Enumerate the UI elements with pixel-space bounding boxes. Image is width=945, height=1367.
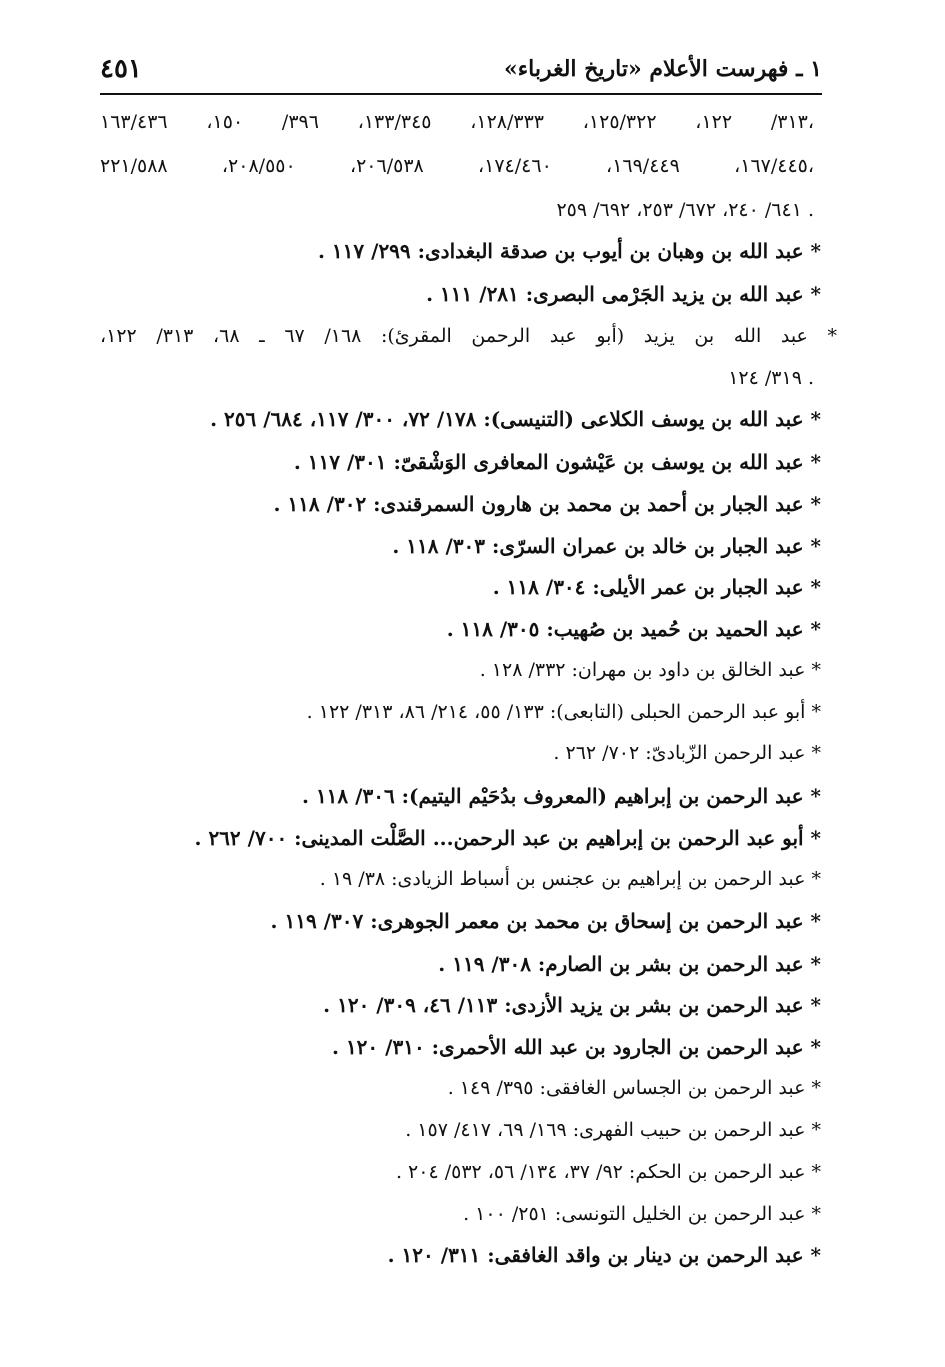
entry-line: * عبد الخالق بن داود بن مهران: ٣٣٢/ ١٢٨ . [479, 659, 821, 681]
entry-line: ٣١٩/ ١٢٤ . [728, 367, 814, 389]
entry-line: * عبد الحميد بن حُميد بن صُهيب: ٣٠٥/ ١١٨ . [446, 617, 821, 641]
entry-line: * عبد الرحمن بن إبراهيم بن عجنس بن أسباط الزيادى: ٣٨/ ١٩ . [319, 868, 821, 890]
entry-line: * عبد الجبار بن أحمد بن محمد بن هارون السمرقندى: ٣٠٢/ ١١٨ . [273, 492, 821, 516]
entry-line: * أبو عبد الرحمن الحبلى (التابعى): ١٣٣/ ٥٥، ٢١٤/ ٨٦، ٣١٣/ ١٢٢ . [306, 701, 821, 723]
running-header [100, 46, 822, 92]
entry-line: * عبد الرحمن بن الحكم: ٩٢/ ٣٧، ١٣٤/ ٥٦، ٥٣٢/ ٢٠٤ . [395, 1161, 821, 1183]
entry-line: * عبد الرحمن بن الجارود بن عبد الله الأحمرى: ٣١٠/ ١٢٠ . [332, 1035, 821, 1059]
entry-line: * عبد الرحمن بن بشر بن الصارم: ٣٠٨/ ١١٩ . [438, 952, 821, 976]
entry-line: * عبد الجبار بن عمر الأيلى: ٣٠٤/ ١١٨ . [492, 575, 821, 599]
entry-line: * عبد الله بن يوسف الكلاعى (التنيسى): ١٧٨/ ٧٢، ٣٠٠/ ١١٧، ٦٨٤/ ٢٥٦ . [210, 407, 821, 431]
entry-line: * عبد الرحمن بن دينار بن واقد الغافقى: ٣١١/ ١٢٠ . [387, 1243, 821, 1267]
entry-line: ٦٤١/ ٢٤٠، ٦٧٢/ ٢٥٣، ٦٩٢/ ٢٥٩ . [556, 199, 814, 221]
entry-line: * عبد الله بن يزيد الجَرْمى البصرى: ٢٨١/ ١١١ . [426, 282, 821, 306]
header-title: ١ ـ فهرست الأعلام «تاريخ الغرباء» [504, 56, 822, 82]
entry-line: * عبد الرحمن بن إبراهيم (المعروف بدُحَيْم اليتيم): ٣٠٦/ ١١٨ . [302, 784, 821, 808]
entry-line: * عبد الله بن يزيد (أبو عبد الرحمن المقرئ): ١٦٨/ ٦٧ ـ ٦٨، ٣١٣/ ١٢٢، [100, 325, 837, 347]
entry-line: * عبد الجبار بن خالد بن عمران السرّى: ٣٠٣/ ١١٨ . [392, 534, 821, 558]
entry-line: * عبد الرحمن الزّبادىّ: ٧٠٢/ ٢٦٢ . [553, 742, 821, 764]
entry-line: * عبد الله بن يوسف بن عَيْشون المعافرى الوَشْقىّ: ٣٠١/ ١١٧ . [293, 450, 821, 474]
entry-line: ٣١٣/ ١٢٢، ١٢٥/٣٢٢، ١٢٨/٣٣٣، ١٣٣/٣٤٥، ٣٩٦/ ١٥٠، ١٦٣/٤٣٦، [100, 111, 814, 133]
entry-line: * عبد الرحمن بن الخليل التونسى: ٢٥١/ ١٠٠ . [463, 1203, 821, 1225]
entry-line: * عبد الله بن وهبان بن أيوب بن صدقة البغدادى: ٢٩٩/ ١١٧ . [317, 239, 821, 263]
entry-line: * عبد الرحمن بن إسحاق بن محمد بن معمر الجوهرى: ٣٠٧/ ١١٩ . [270, 909, 821, 933]
entry-line: * عبد الرحمن بن بشر بن يزيد الأزدى: ١١٣/ ٤٦، ٣٠٩/ ١٢٠ . [323, 993, 821, 1017]
page-number: ٤٥١ [100, 54, 142, 84]
header-rule [100, 93, 822, 95]
entry-line: * عبد الرحمن بن حبيب الفهرى: ١٦٩/ ٦٩، ٤١٧/ ١٥٧ . [405, 1119, 821, 1141]
entry-line: * عبد الرحمن بن الجساس الغافقى: ٣٩٥/ ١٤٩ . [447, 1077, 821, 1099]
entry-line: * أبو عبد الرحمن بن إبراهيم بن عبد الرحمن... الصَّلْت المدينى: ٧٠٠/ ٢٦٢ . [194, 826, 821, 850]
entry-line: ١٦٧/٤٤٥، ١٦٩/٤٤٩، ١٧٤/٤٦٠، ٢٠٦/٥٣٨، ٢٠٨/٥٥٠، ٢٢١/٥٨٨، [100, 155, 814, 177]
